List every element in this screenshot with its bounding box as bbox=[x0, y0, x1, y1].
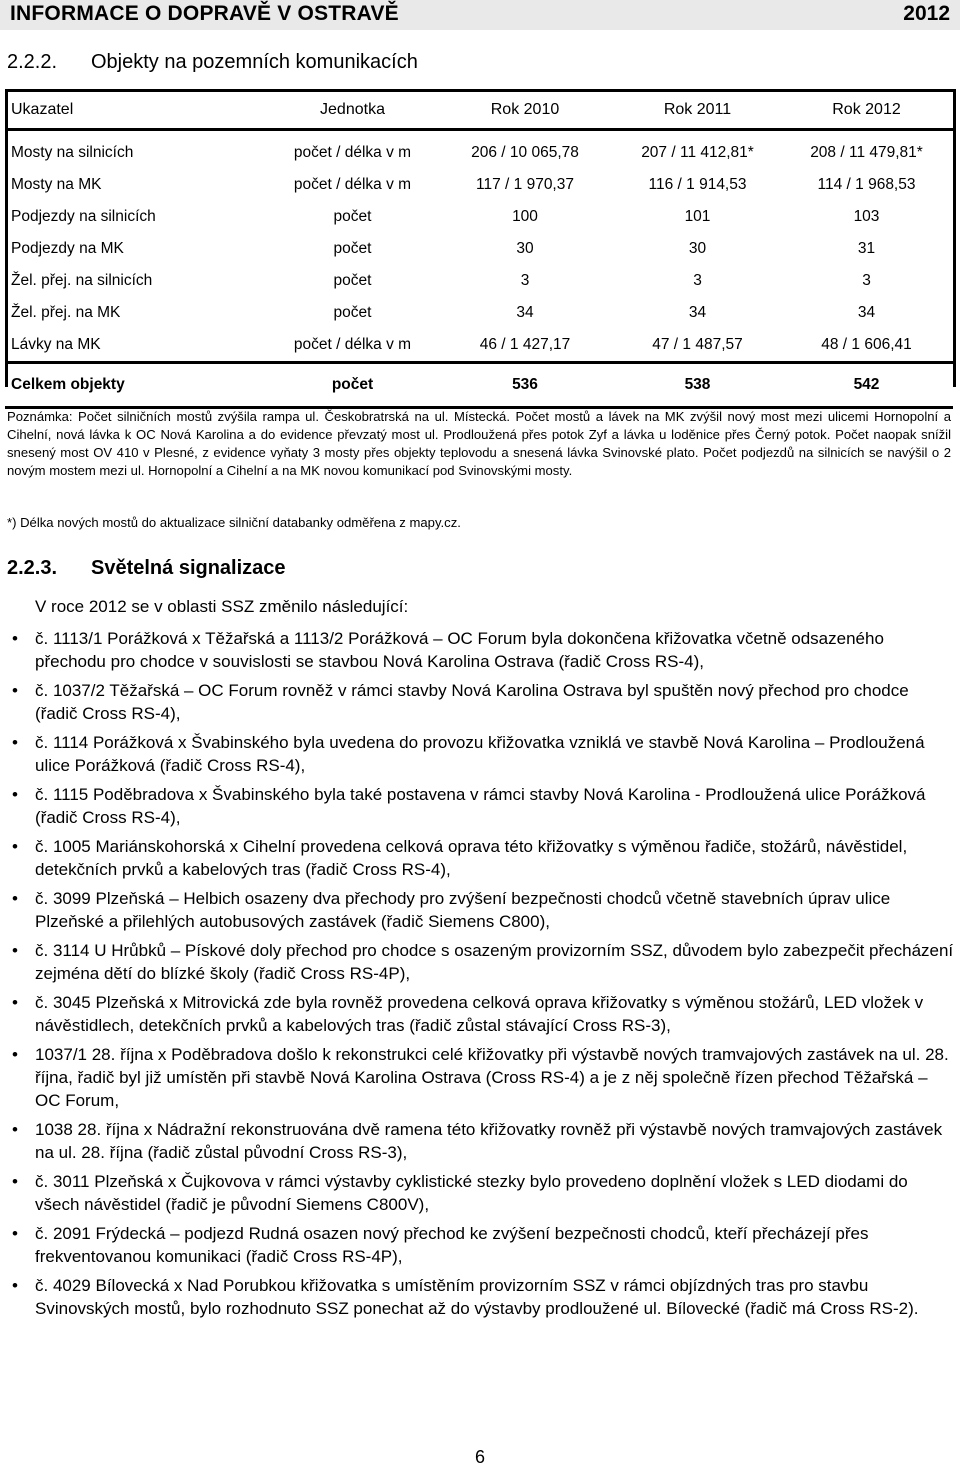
list-item-text: č. 3099 Plzeňská – Helbich osazeny dva přechody pro zvýšení bezpečnosti chodců včetně stavebních úprav ulice Plzeňské a přilehlých autobusových zastávek (řadič Siemens C800), bbox=[35, 889, 891, 931]
table-cell: 34 bbox=[516, 304, 534, 321]
list-item-text: č. 2091 Frýdecká – podjezd Rudná osazen nový přechod ke zvýšení bezpečnosti chodců, kteří přecházejí přes frekventovanou komunikaci (řadič Cross RS-4P), bbox=[35, 1224, 869, 1266]
list-item-text: 1038 28. října x Nádražní rekonstruována dvě ramena této křižovatky rovněž při výstavbě nových tramvajových zastávek na ul. 28. října (řadič zůstal původní Cross RS-3), bbox=[35, 1120, 943, 1162]
table-cell: 3 bbox=[862, 272, 871, 289]
objects-table bbox=[5, 89, 953, 409]
table-cell: Podjezdy na MK bbox=[11, 240, 124, 257]
bullet-icon: • bbox=[12, 993, 18, 1012]
table-cell: Mosty na silnicích bbox=[11, 144, 134, 161]
bullet-icon: • bbox=[12, 1172, 18, 1191]
list-item bbox=[0, 627, 955, 673]
table-row bbox=[5, 265, 953, 297]
list-item-text: č. 1114 Porážková x Švabinského byla uvedena do provozu křižovatka vzniklá ve stavbě Nová Karolina – Prodloužená ulice Porážková (řadič Cross RS-4), bbox=[35, 733, 925, 775]
table-row bbox=[5, 130, 953, 170]
table-cell: 31 bbox=[857, 240, 876, 257]
bullet-icon: • bbox=[12, 1045, 18, 1064]
list-item-text: č. 3114 U Hrůbků – Pískové doly přechod pro chodce s osazeným provizorním SSZ, důvodem bylo zabezpečit přecházení zejména dětí do blízké školy (řadič Cross RS-4P), bbox=[35, 941, 954, 983]
table-cell: 3 bbox=[693, 272, 702, 289]
table-cell: 30 bbox=[688, 240, 707, 257]
table-cell: 208 / 11 479,81* bbox=[810, 144, 923, 161]
bullet-icon: • bbox=[12, 629, 18, 648]
list-item-text: č. 1037/2 Těžařská – OC Forum rovněž v rámci stavby Nová Karolina Ostrava byl spuštěn nový přechod pro chodce (řadič Cross RS-4), bbox=[35, 681, 909, 723]
intro-text: V roce 2012 se v oblasti SSZ změnilo následující: bbox=[35, 597, 409, 616]
table-row bbox=[5, 297, 953, 329]
section-title: Světelná signalizace bbox=[91, 557, 286, 579]
list-item bbox=[0, 783, 955, 829]
document-year: 2012 bbox=[903, 2, 950, 25]
table-cell: počet bbox=[333, 208, 372, 225]
column-header: Rok 2012 bbox=[780, 91, 953, 130]
table-cell: 542 bbox=[780, 363, 953, 408]
table-cell: 34 bbox=[688, 304, 707, 321]
list-item bbox=[0, 1222, 955, 1268]
table-cell: 207 / 11 412,81* bbox=[641, 144, 754, 161]
table-cell: Žel. přej. na silnicích bbox=[11, 272, 153, 289]
table-row bbox=[5, 169, 953, 201]
table-cell: Lávky na MK bbox=[11, 336, 101, 353]
list-item bbox=[0, 887, 955, 933]
list-item-text: č. 1113/1 Porážková x Těžařská a 1113/2 Porážková – OC Forum byla dokončena křižovatka včetně odsazeného přechodu pro chodce v souvislosti se stavbou Nová Karolina Ostrava (řadič Cross RS-4), bbox=[35, 629, 884, 671]
table-cell: počet bbox=[270, 363, 435, 408]
table-cell: počet bbox=[333, 272, 372, 289]
list-item-text: č. 1115 Poděbradova x Švabinského byla také postavena v rámci stavby Nová Karolina - Prodloužená ulice Porážková (řadič Cross RS-4), bbox=[35, 785, 926, 827]
bullet-icon: • bbox=[12, 681, 18, 700]
table-cell: Žel. přej. na MK bbox=[11, 304, 121, 321]
table-body bbox=[5, 130, 953, 363]
table-cell: Celkem objekty bbox=[5, 363, 270, 408]
table-cell: 34 bbox=[857, 304, 876, 321]
bullet-icon: • bbox=[12, 889, 18, 908]
document-title: INFORMACE O DOPRAVĚ V OSTRAVĚ bbox=[10, 2, 399, 25]
list-item-text: č. 1005 Mariánskohorská x Cihelní provedena celková oprava této křižovatky s výměnou řadiče, stožárů, návěstidel, detekčních prvků a kabelových tras (řadič Cross RS-4), bbox=[35, 837, 908, 879]
list-item bbox=[0, 1170, 955, 1216]
section-number: 2.2.2. bbox=[7, 51, 58, 73]
section-heading-signals bbox=[7, 557, 286, 580]
table-cell: 117 / 1 970,37 bbox=[476, 176, 574, 193]
bullet-icon: • bbox=[12, 941, 18, 960]
table-cell: počet bbox=[333, 240, 372, 257]
list-item bbox=[0, 1118, 955, 1164]
list-item-text: 1037/1 28. října x Poděbradova došlo k rekonstrukci celé křižovatky při výstavbě nových tramvajových zastávek na ul. 28. října, řadič byl již umístěn při stavbě Nová Karolina Ostrava (Cross RS-4) a je z něj společně řízen přechod Těžařská – OC Forum, bbox=[35, 1045, 949, 1110]
list-item bbox=[0, 1274, 955, 1320]
table-cell: 3 bbox=[520, 272, 530, 289]
table-row bbox=[5, 329, 953, 363]
table-cell: 46 / 1 427,17 bbox=[479, 336, 571, 353]
table-cell: 114 / 1 968,53 bbox=[817, 176, 916, 193]
table-cell: 101 bbox=[684, 208, 711, 225]
column-header: Ukazatel bbox=[5, 91, 270, 130]
table-row bbox=[5, 201, 953, 233]
list-item bbox=[0, 835, 955, 881]
table-cell: 47 / 1 487,57 bbox=[652, 336, 743, 353]
table-cell: 538 bbox=[615, 363, 780, 408]
footnote: *) Délka nových mostů do aktualizace silniční databanky odměřena z mapy.cz. bbox=[7, 515, 461, 530]
list-item bbox=[0, 731, 955, 777]
section-title: Objekty na pozemních komunikacích bbox=[91, 51, 418, 73]
header-band bbox=[0, 0, 960, 30]
column-header: Jednotka bbox=[270, 91, 435, 130]
table-cell: počet / délka v m bbox=[293, 176, 412, 193]
bullet-icon: • bbox=[12, 785, 18, 804]
table-cell: počet / délka v m bbox=[293, 144, 412, 161]
list-item bbox=[0, 679, 955, 725]
list-item-text: č. 3045 Plzeňská x Mitrovická zde byla rovněž provedena celková oprava křižovatky s výměnou stožárů, LED vložek v návěstidlech, detekčních prvků a kabelových tras (řadič zůstal stávající Cross RS-3), bbox=[35, 993, 924, 1035]
list-item bbox=[0, 1043, 955, 1112]
section-number: 2.2.3. bbox=[7, 557, 58, 579]
table-cell: 48 / 1 606,41 bbox=[821, 336, 912, 353]
section-heading-objects bbox=[7, 51, 418, 74]
page-number: 6 bbox=[474, 1447, 485, 1467]
table-cell: Podjezdy na silnicích bbox=[11, 208, 156, 225]
list-item bbox=[0, 991, 955, 1037]
table-cell: 116 / 1 914,53 bbox=[648, 176, 747, 193]
bullet-icon: • bbox=[12, 1120, 18, 1139]
table-cell: 536 bbox=[435, 363, 615, 408]
bullet-icon: • bbox=[12, 1276, 18, 1295]
table-header-row bbox=[5, 91, 953, 130]
column-header: Rok 2011 bbox=[615, 91, 780, 130]
table-cell: počet / délka v m bbox=[293, 336, 412, 353]
table-cell: 100 bbox=[512, 208, 538, 225]
bullet-icon: • bbox=[12, 837, 18, 856]
table-note: Poznámka: Počet silničních mostů zvýšila rampa ul. Českobratrská na ul. Místecká. Počet mostů a lávek na MK zvýšil nový most mezi ulicemi Hornopolní a Cihelní, nová lávka k OC Nová Karolina a do evidence převzatý most ul. Prodloužená přes potok Zyf a lávka u loděnice přes Černý potok. Počet naopak snížil snesený most OV 410 v Plesné, z evidence vyňaty 3 mosty přes objekty teplovodu a snesená lávka Svinovské plato. Počet podjezdů na silnicích se navýšil o 2 novým mostem mezi ul. Hornopolní a Cihelní a na MK novou komunikací pod Svinovskými mosty. bbox=[7, 409, 951, 478]
list-item-text: č. 3011 Plzeňská x Čujkovova v rámci výstavby cyklistické stezky bylo provedeno doplnění vložek s LED diodami do všech návěstidel (řadič je původní Siemens C800V), bbox=[35, 1172, 908, 1214]
column-header: Rok 2010 bbox=[435, 91, 615, 130]
table-total-row bbox=[5, 363, 953, 408]
table-cell: 206 / 10 065,78 bbox=[471, 144, 579, 161]
table-row bbox=[5, 233, 953, 265]
bullet-icon: • bbox=[12, 733, 18, 752]
bullet-icon: • bbox=[12, 1224, 18, 1243]
table-cell: počet bbox=[333, 304, 372, 321]
list-item-text: č. 4029 Bílovecká x Nad Porubkou křižovatka s umístěním provizorním SSZ v rámci objízdných tras pro stavbu Svinovských mostů, bylo rozhodnuto SSZ ponechat až do výstavby prodloužené ul. Bílovecké (řadič má Cross RS-2). bbox=[35, 1276, 919, 1318]
table-cell: 30 bbox=[516, 240, 534, 257]
table-cell: 103 bbox=[853, 208, 880, 225]
list-item bbox=[0, 939, 955, 985]
signal-changes-list bbox=[0, 627, 955, 1326]
table-cell: Mosty na MK bbox=[11, 176, 102, 193]
